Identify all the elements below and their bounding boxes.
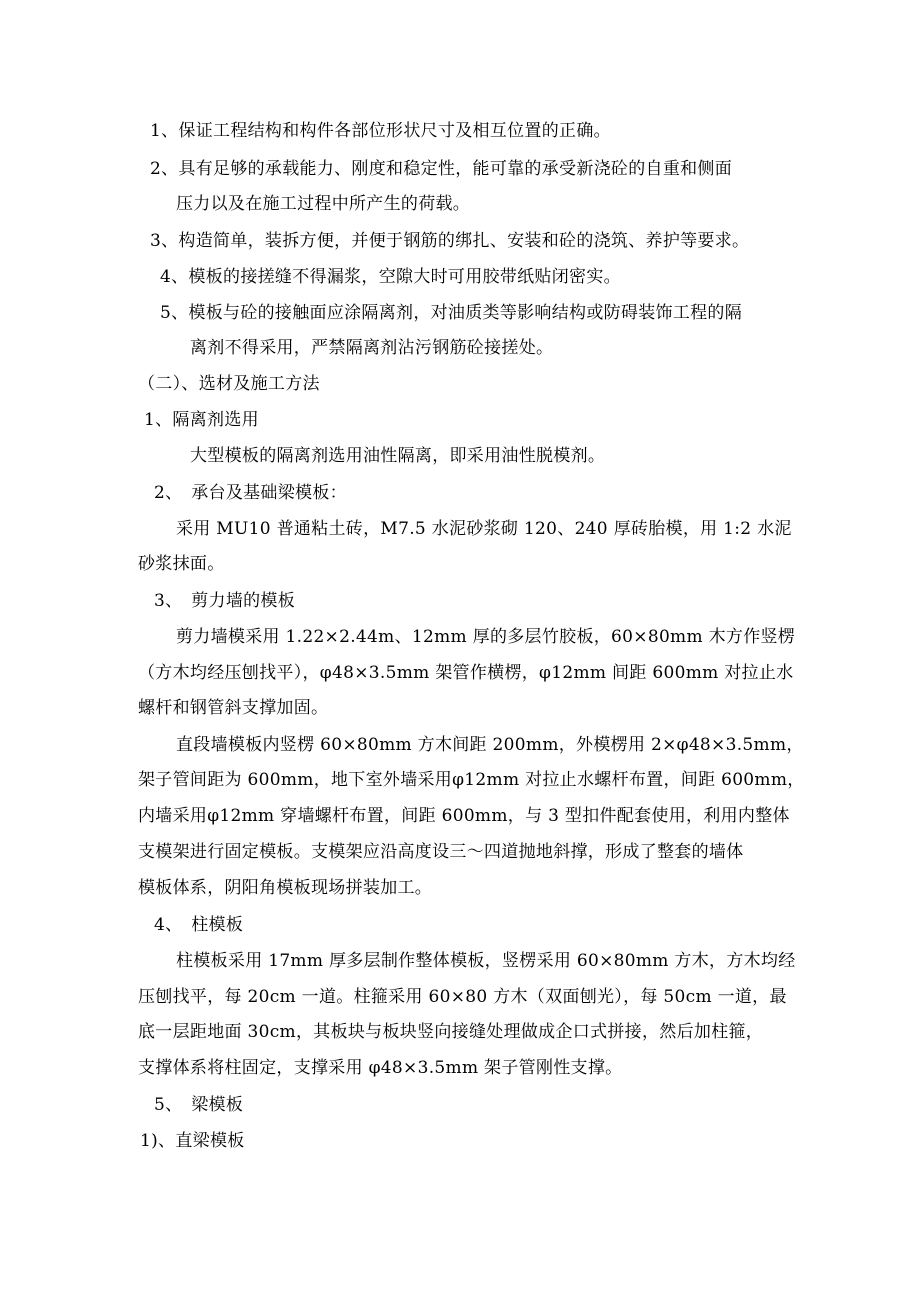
subsection-3-p2-line-5: 模板体系，阴阳角模板现场拼装加工。 [138, 878, 433, 898]
subsection-4-line-4: 支撑体系将柱固定，支撑采用 φ48×3.5mm 架子管刚性支撑。 [138, 1058, 623, 1078]
subsection-3-p2-line-2: 架子管间距为 600mm，地下室外墙采用φ12mm 对拉止水螺杆布置，间距 600mm， [138, 770, 805, 790]
requirement-item-5: 5、模板与砼的接触面应涂隔离剂，对油质类等影响结构或防碍装饰工程的隔 [160, 303, 743, 323]
subsection-3-title: 3、 剪力墙的模板 [154, 591, 296, 611]
subsection-3-p2-line-4: 支模架进行固定模板。支模架应沿高度设三～四道抛地斜撑，形成了整套的墙体 [138, 842, 744, 862]
subsection-3-p2-line-1: 直段墙模板内竖楞 60×80mm 方木间距 200mm，外模楞用 2×φ48×3.5mm， [176, 735, 804, 755]
subsection-4-line-3: 底一层距地面 30cm，其板块与板块竖向接缝处理做成企口式拼接，然后加柱箍， [138, 1022, 764, 1042]
subsection-1-title: 1、隔离剂选用 [144, 410, 259, 430]
subsection-2-line-2: 砂浆抹面。 [138, 554, 225, 574]
subsection-2-title: 2、 承台及基础梁模板： [154, 483, 347, 503]
requirement-item-2-cont: 压力以及在施工过程中所产生的荷载。 [176, 194, 471, 214]
subsection-5-item-1: 1)、直梁模板 [140, 1131, 245, 1151]
subsection-4-line-1: 柱模板采用 17mm 厚多层制作整体模板，竖楞采用 60×80mm 方木，方木均经 [176, 951, 796, 971]
subsection-1-body: 大型模板的隔离剂选用油性隔离，即采用油性脱模剂。 [190, 446, 606, 466]
subsection-3-p2-line-3: 内墙采用φ12mm 穿墙螺杆布置，间距 600mm，与 3 型扣件配套使用，利用内整体 [138, 806, 790, 826]
subsection-5-title: 5、 梁模板 [154, 1095, 244, 1115]
section-heading: （二）、选材及施工方法 [138, 374, 320, 394]
requirement-item-4: 4、模板的接搓缝不得漏浆，空隙大时可用胶带纸贴闭密实。 [160, 267, 621, 287]
requirement-item-1: 1、保证工程结构和构件各部位形状尺寸及相互位置的正确。 [150, 121, 611, 141]
subsection-3-p1-line-3: 螺杆和钢管斜支撑加固。 [138, 698, 329, 718]
subsection-4-line-2: 压刨找平，每 20cm 一道。柱箍采用 60×80 方木（双面刨光），每 50cm 一道，最 [138, 987, 787, 1007]
subsection-3-p1-line-1: 剪力墙模采用 1.22×2.44m、12mm 厚的多层竹胶板，60×80mm 木方作竖楞 [176, 627, 796, 647]
requirement-item-3: 3、构造简单，装拆方便，并便于钢筋的绑扎、安装和砼的浇筑、养护等要求。 [150, 231, 750, 251]
requirement-item-2: 2、具有足够的承载能力、刚度和稳定性，能可靠的承受新浇砼的自重和侧面 [150, 159, 733, 179]
subsection-4-title: 4、 柱模板 [154, 915, 244, 935]
subsection-2-line-1: 采用 MU10 普通粘土砖，M7.5 水泥砂浆砌 120、240 厚砖胎模，用 1:2 水泥 [176, 519, 792, 539]
subsection-3-p1-line-2: （方木均经压刨找平），φ48×3.5mm 架管作横楞，φ12mm 间距 600mm 对拉止水 [138, 663, 794, 683]
requirement-item-5-cont: 离剂不得采用，严禁隔离剂沾污钢筋砼接搓处。 [190, 338, 554, 358]
